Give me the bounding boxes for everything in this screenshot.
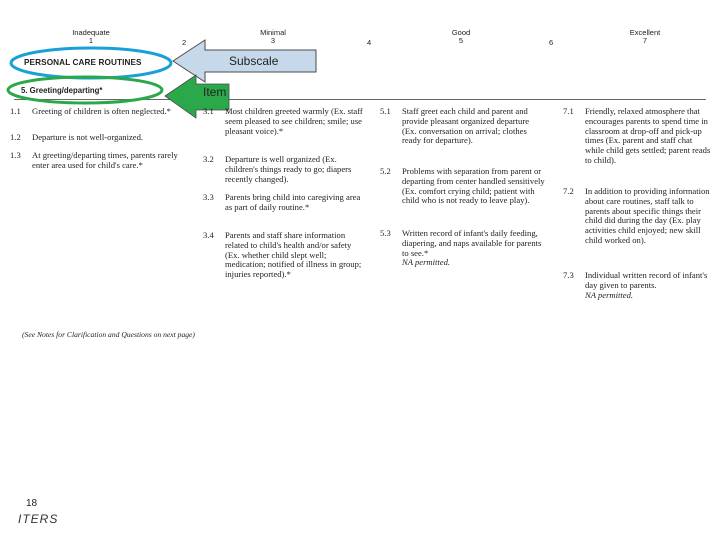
indicator-body: Written record of infant's daily feeding, diapering, and naps available for parents to see.*: [402, 228, 542, 258]
indicator-text: Staff greet each child and parent and provide pleasant organized departure (Ex. conversation on arrival; clothes ready for departure).: [402, 106, 530, 146]
scale-name: Inadequate: [72, 28, 110, 37]
indicator-3-4: [203, 231, 363, 280]
indicator-body: Individual written record of infant's day given to parents.: [585, 270, 708, 290]
indicator-number: 5.2: [380, 166, 391, 176]
indicator-number: 3.1: [203, 106, 214, 116]
scale-name: Minimal: [260, 28, 286, 37]
page-number: 18: [26, 498, 38, 509]
scale-number-6: 6: [549, 38, 554, 47]
iters-logo: ITERS: [18, 512, 59, 526]
indicator-5-2: [380, 167, 545, 206]
indicator-number: 7.2: [563, 186, 574, 196]
scale-name: Good: [451, 28, 471, 37]
na-permitted: NA permitted.: [402, 257, 451, 268]
scale-number: 1: [88, 35, 94, 45]
indicator-number: 7.3: [563, 270, 574, 280]
indicator-text: [402, 229, 545, 268]
indicator-1-2: [10, 133, 185, 143]
indicator-text: Greeting of children is often neglected.*: [32, 106, 171, 116]
indicator-5-1: [380, 107, 545, 146]
item-title: 5. Greeting/departing*: [21, 86, 103, 95]
item-highlight-ellipse: [8, 77, 162, 103]
indicator-number: 1.1: [10, 106, 21, 116]
indicator-number: 3.3: [203, 192, 214, 202]
indicator-number: 1.2: [10, 132, 21, 142]
indicator-number: 5.1: [380, 106, 391, 116]
indicator-1-1: [10, 107, 178, 117]
indicator-7-1: [563, 107, 713, 166]
subscale-highlight-ellipse: [11, 48, 171, 78]
indicator-1-3: [10, 151, 178, 171]
indicator-number: 3.4: [203, 230, 214, 240]
indicator-text: In addition to providing information about care routines, staff talk to parents about specific things their child did during the day (Ex. play activities child enjoyed; new skill child worked on).: [585, 186, 710, 245]
indicator-7-3: [563, 271, 713, 300]
indicator-7-2: [563, 187, 713, 246]
subscale-callout-label: Subscale: [229, 54, 279, 68]
scale-name: Excellent: [629, 28, 661, 37]
indicator-3-3: [203, 193, 363, 213]
indicator-3-1: [203, 107, 363, 136]
na-permitted: NA permitted.: [585, 289, 634, 300]
indicator-text: Most children greeted warmly (Ex. staff seem pleased to see children; smile; use pleasant voice).*: [225, 106, 363, 136]
indicator-text: Parents bring child into caregiving area as part of daily routine.*: [225, 192, 361, 212]
indicator-number: 5.3: [380, 228, 391, 238]
indicator-number: 7.1: [563, 106, 574, 116]
subscale-title: PERSONAL CARE ROUTINES: [24, 58, 142, 67]
scale-number: 7: [642, 35, 648, 45]
indicator-text: Friendly, relaxed atmosphere that encourages parents to spend time in classroom at drop-off and pick-up times (Ex. parent and staff chat while child gets settled; parent reads to child).: [585, 106, 711, 165]
scale-number-2: 2: [182, 38, 187, 47]
scale-number-4: 4: [367, 38, 372, 47]
indicator-3-2: [203, 155, 363, 184]
clarification-note: (See Notes for Clarification and Questions on next page): [22, 330, 195, 339]
indicator-5-3: [380, 229, 545, 268]
scale-number: 5: [458, 35, 464, 45]
indicator-text: Departure is not well-organized.: [32, 132, 144, 142]
scale-number: 3: [270, 35, 276, 45]
indicator-text: [585, 271, 713, 300]
indicator-text: Parents and staff share information related to child's health and/or safety (Ex. whether child slept well; medication; notified of illness in group; injuries reported).*: [225, 230, 362, 280]
indicator-text: Problems with separation from parent or departing from center handled sensitively (Ex. comfort crying child; patient with child who is not ready to leave play).: [402, 166, 545, 206]
indicator-text: At greeting/departing times, parents rarely enter area used for child's care.*: [32, 150, 178, 170]
indicator-text: Departure is well organized (Ex. children's things ready to go; diapers recently changed).: [225, 154, 352, 184]
indicator-number: 3.2: [203, 154, 214, 164]
indicator-number: 1.3: [10, 150, 21, 160]
item-callout-label: Item: [203, 85, 227, 99]
